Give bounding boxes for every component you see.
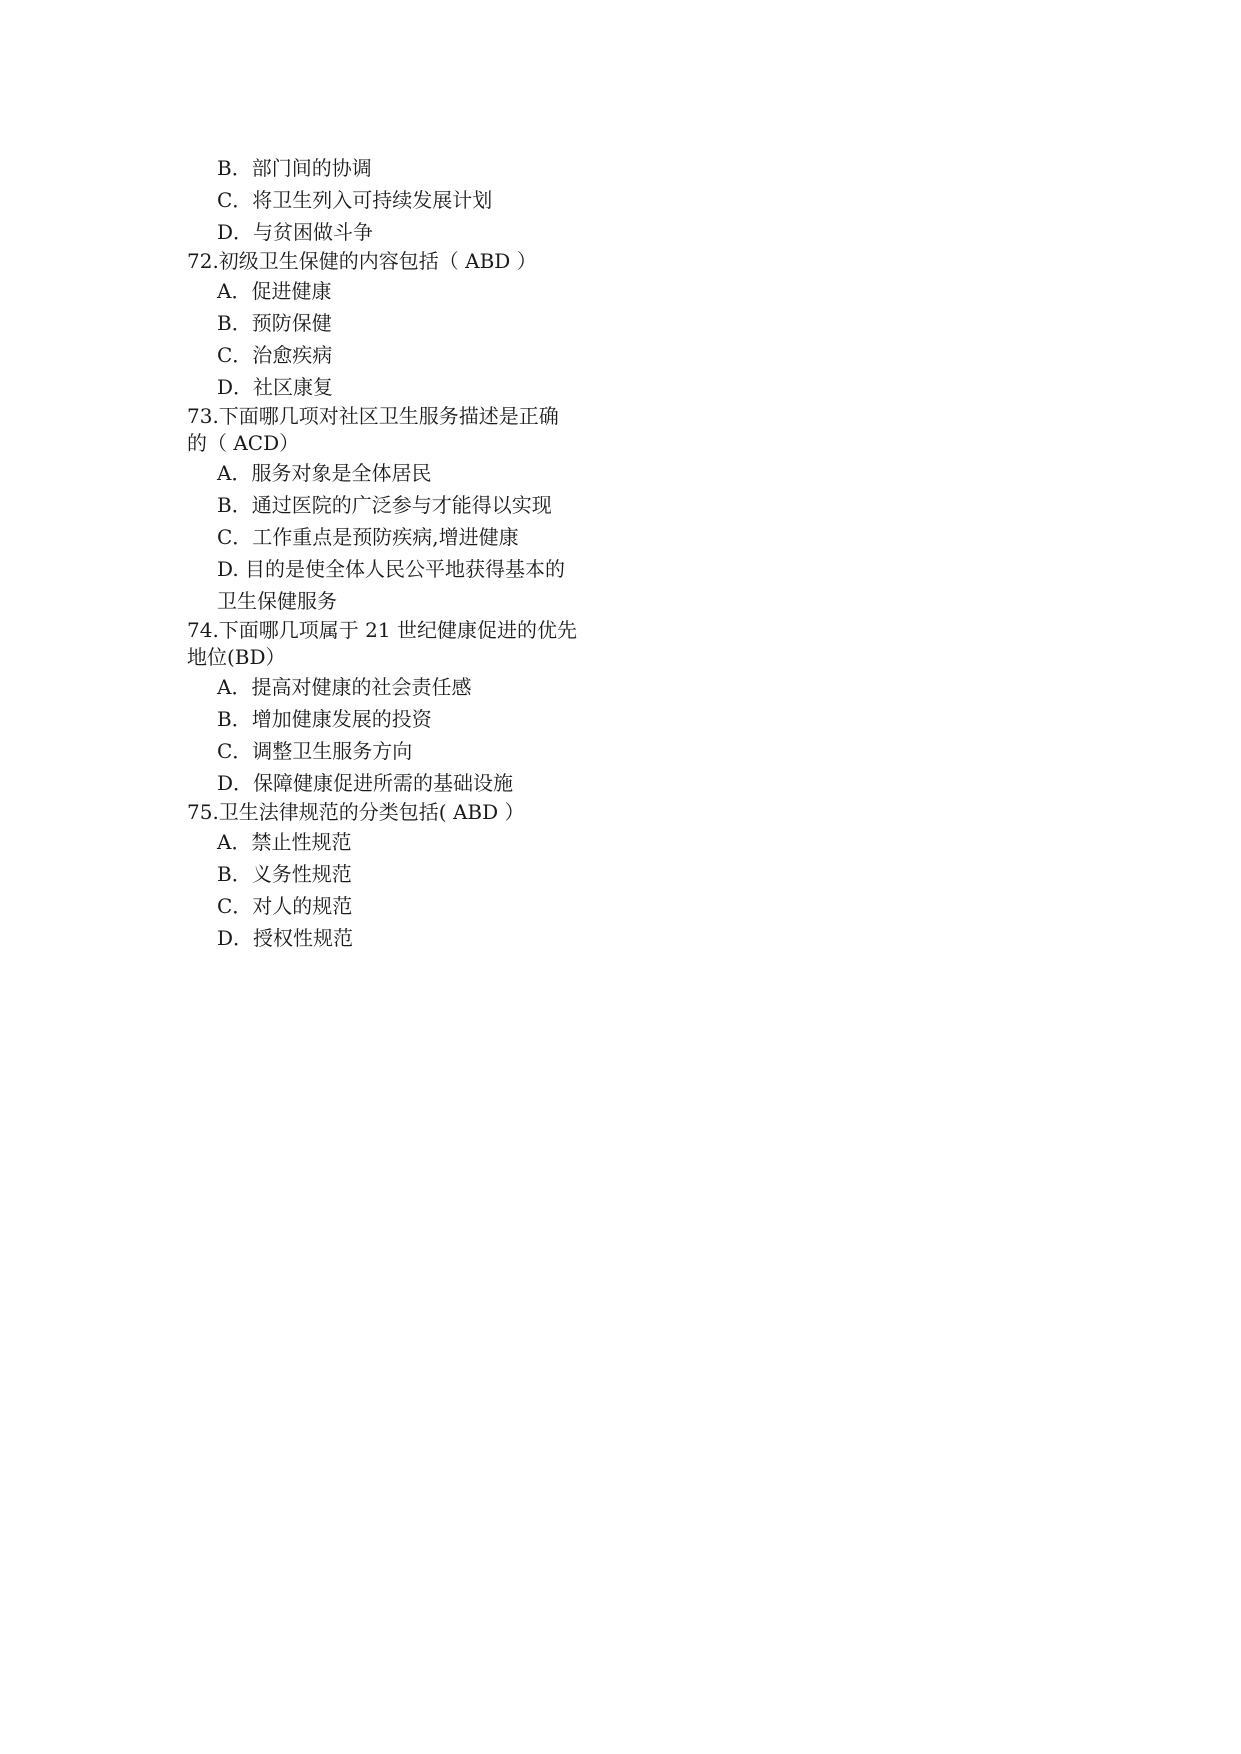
option-a: A．促进健康	[217, 279, 332, 303]
option-b: B．部门间的协调	[217, 156, 372, 180]
option-d: D．与贫困做斗争	[217, 220, 374, 244]
option-a: A．服务对象是全体居民	[217, 461, 432, 485]
option-c: C．对人的规范	[217, 894, 353, 918]
option-d-continued: 卫生保健服务	[217, 589, 337, 613]
question-73-line1: 73.下面哪几项对社区卫生服务描述是正确	[187, 404, 559, 428]
question-72: 72.初级卫生保健的内容包括（ ABD ）	[187, 249, 537, 273]
question-74-line1: 74.下面哪几项属于 21 世纪健康促进的优先	[187, 618, 577, 642]
question-74-line2: 地位(BD）	[187, 645, 286, 669]
option-a: A．提高对健康的社会责任感	[217, 675, 472, 699]
option-b: B．通过医院的广泛参与才能得以实现	[217, 493, 552, 517]
option-b: B．增加健康发展的投资	[217, 707, 432, 731]
option-d: D. 目的是使全体人民公平地获得基本的	[217, 557, 566, 581]
question-list	[187, 152, 607, 954]
option-d: D．保障健康促进所需的基础设施	[217, 771, 514, 795]
question-75: 75.卫生法律规范的分类包括( ABD ）	[187, 800, 525, 824]
option-c: C．调整卫生服务方向	[217, 739, 413, 763]
option-d: D．社区康复	[217, 375, 334, 399]
option-c: C．治愈疾病	[217, 343, 333, 367]
option-c: C．将卫生列入可持续发展计划	[217, 188, 493, 212]
option-b: B．预防保健	[217, 311, 332, 335]
option-b: B．义务性规范	[217, 862, 352, 886]
question-73-line2: 的（ ACD）	[187, 431, 300, 455]
option-c: C．工作重点是预防疾病,增进健康	[217, 525, 519, 549]
option-d: D．授权性规范	[217, 926, 354, 950]
option-a: A．禁止性规范	[217, 830, 352, 854]
